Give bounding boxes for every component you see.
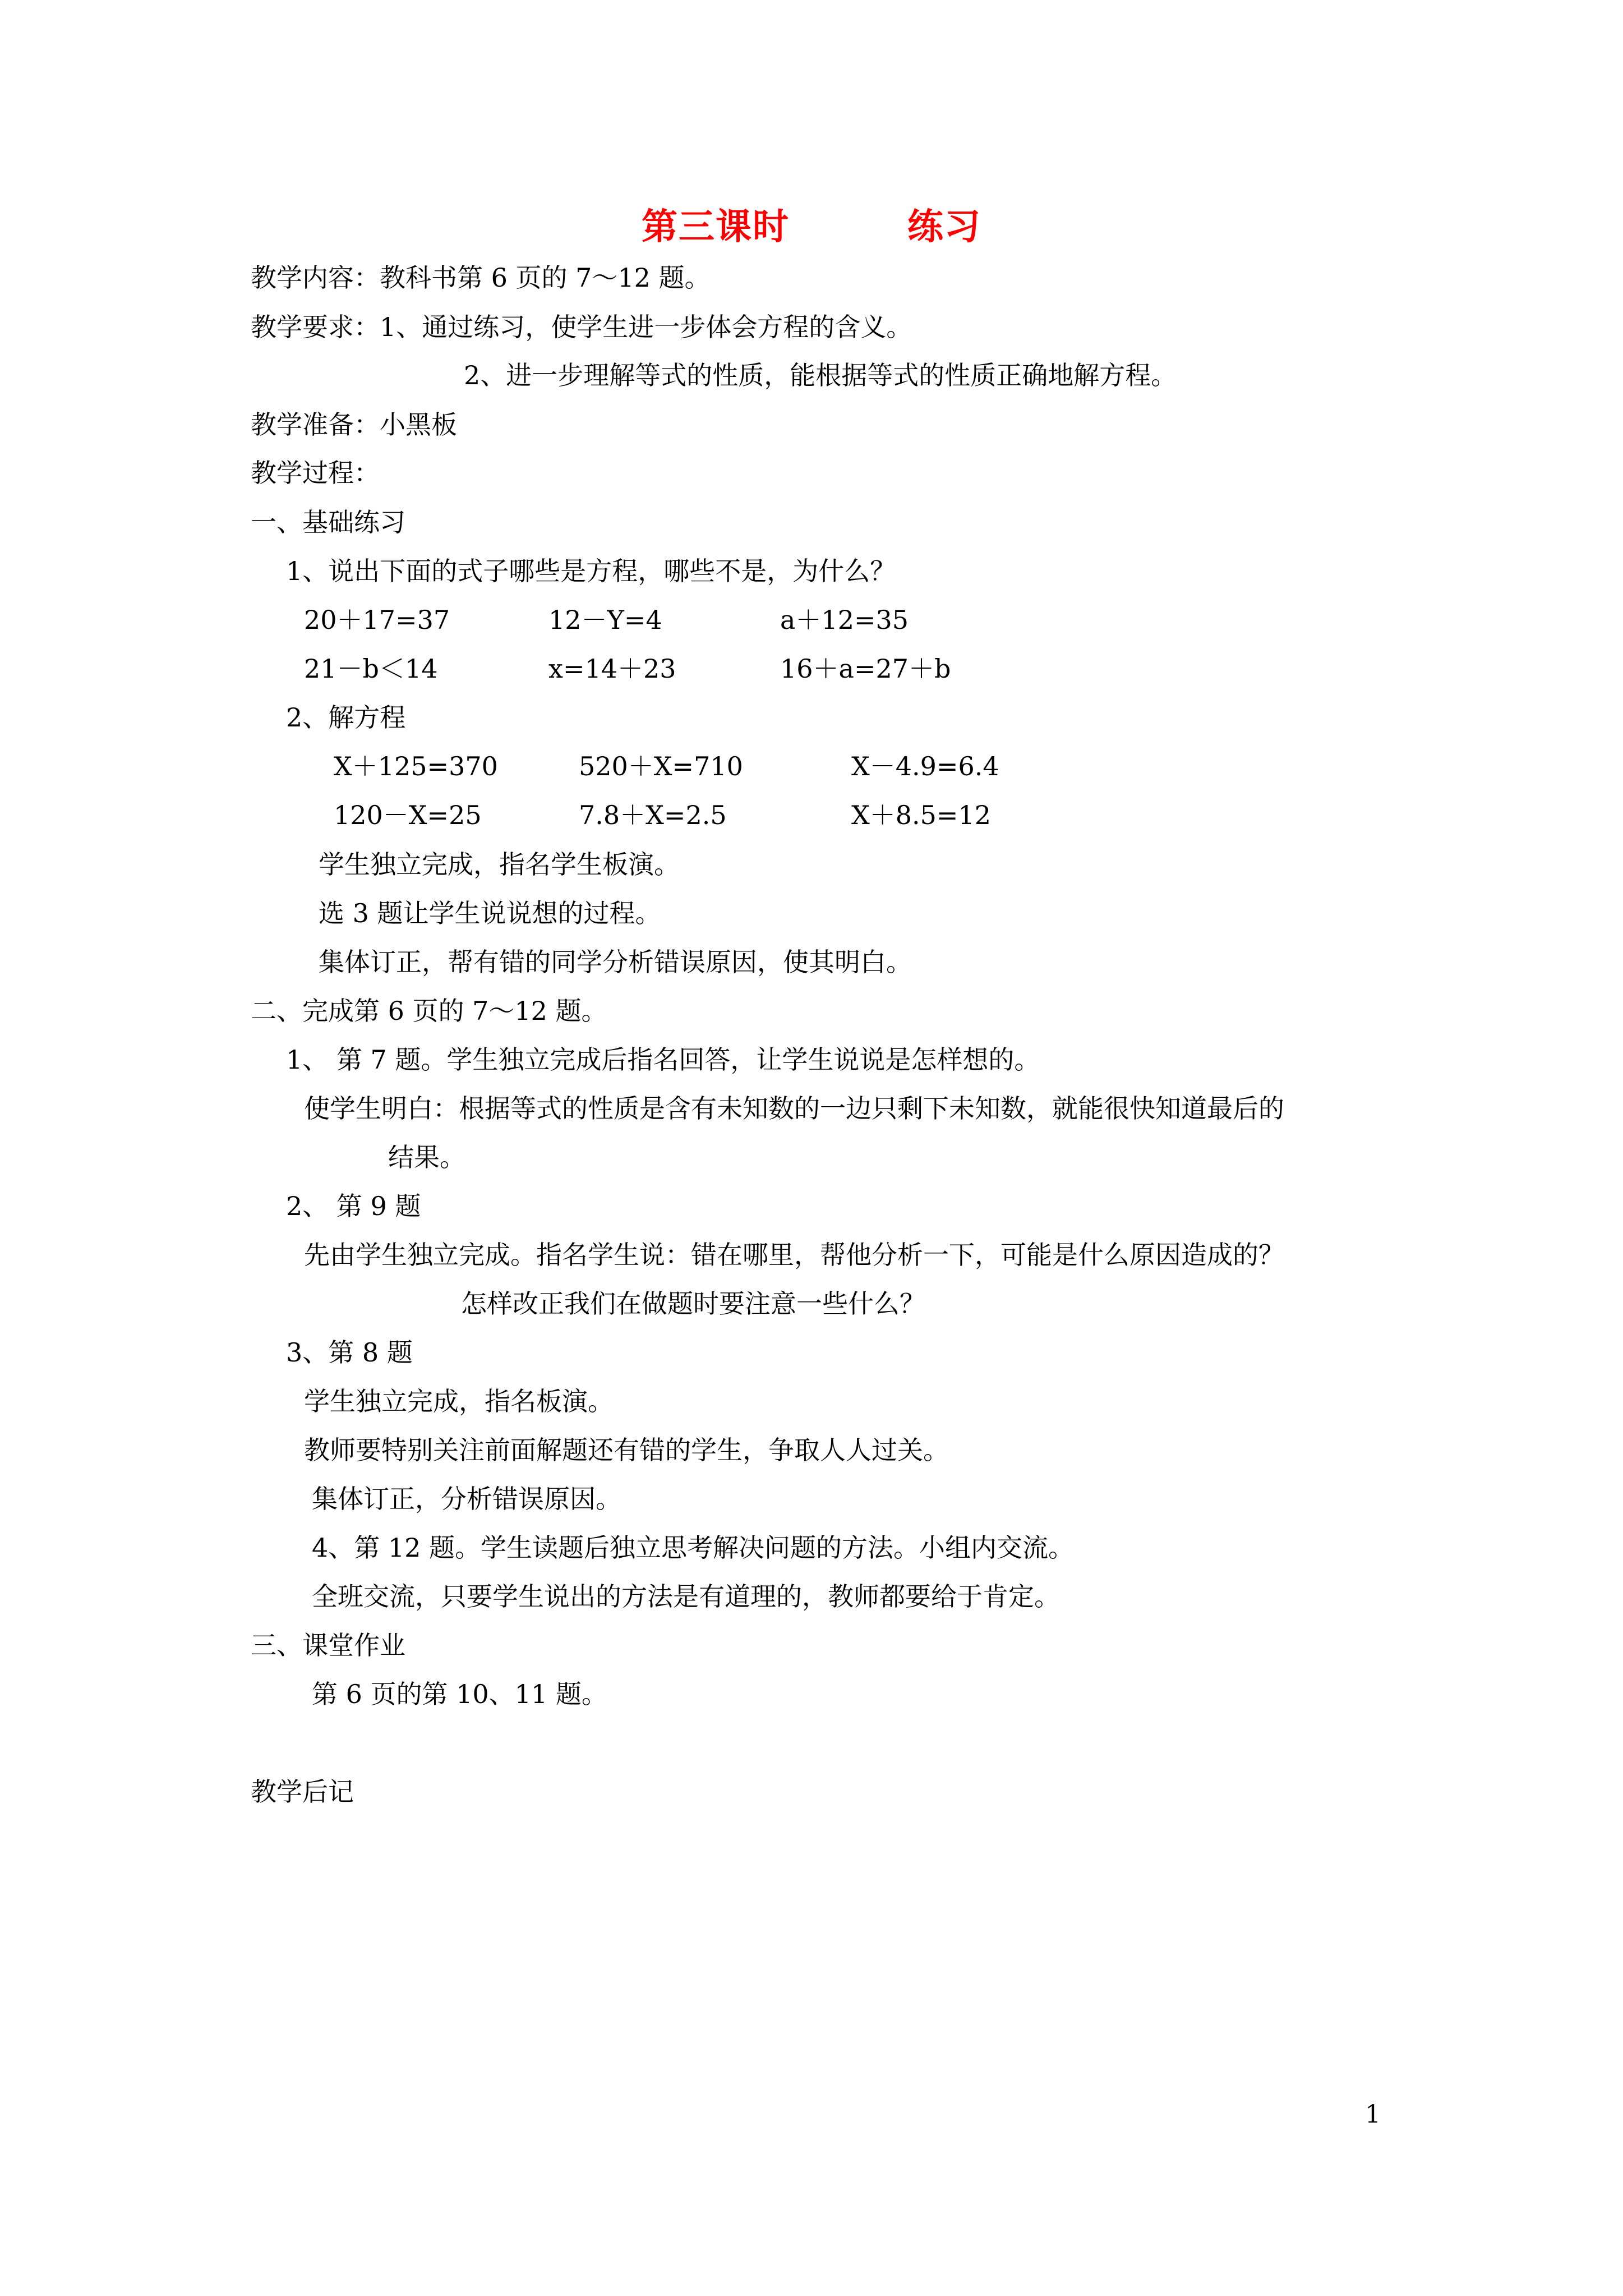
expr-2-2: x=14＋23 (548, 654, 676, 684)
section-2-item-4: 4、第 12 题。学生读题后独立思考解决问题的方法。小组内交流。 (312, 1533, 1075, 1563)
requirement-line-2: 2、进一步理解等式的性质，能根据等式的性质正确地解方程。 (464, 360, 1177, 390)
section-3-heading: 三、课堂作业 (251, 1630, 405, 1660)
section-2-item-3-note-1: 学生独立完成，指名板演。 (304, 1386, 614, 1416)
section-2-item-2: 2、 第 9 题 (286, 1191, 421, 1221)
equation-1-1: X＋125=370 (334, 751, 498, 781)
expr-1-2: 12－Y=4 (548, 605, 662, 635)
section-2-item-2-note-cont: 怎样改正我们在做题时要注意一些什么？ (461, 1289, 925, 1319)
section-2-item-3: 3、第 8 题 (286, 1337, 413, 1368)
process-heading: 教学过程： (251, 458, 380, 488)
equation-1-3: X－4.9=6.4 (851, 751, 999, 781)
expr-1-1: 20＋17=37 (304, 605, 450, 635)
section-2-item-2-note: 先由学生独立完成。指名学生说：错在哪里，帮他分析一下，可能是什么原因造成的？ (304, 1240, 1284, 1270)
section-2-item-1-note-cont: 结果。 (388, 1142, 465, 1172)
page-number: 1 (1365, 2100, 1381, 2129)
section-2-item-3-note-3: 集体订正，分析错误原因。 (312, 1484, 621, 1514)
title-part2: 练习 (907, 206, 981, 248)
section-2-item-1: 1、 第 7 题。学生独立完成后指名回答，让学生说说是怎样想的。 (286, 1045, 1040, 1075)
question-2: 2、解方程 (286, 702, 406, 733)
expr-1-3: a＋12=35 (780, 605, 909, 635)
section-2-item-1-note: 使学生明白：根据等式的性质是含有未知数的一边只剩下未知数，就能很快知道最后的 (304, 1093, 1284, 1124)
note-3: 集体订正，帮有错的同学分析错误原因，使其明白。 (319, 947, 912, 977)
equation-2-2: 7.8＋X=2.5 (579, 800, 727, 830)
note-1: 学生独立完成，指名学生板演。 (319, 849, 680, 880)
question-1: 1、说出下面的式子哪些是方程，哪些不是，为什么？ (286, 556, 896, 586)
page-title (0, 198, 1623, 250)
content-line: 教学内容：教科书第 6 页的 7～12 题。 (251, 263, 711, 293)
title-part1: 第三课时 (642, 206, 790, 248)
equation-1-2: 520＋X=710 (579, 751, 743, 781)
equation-2-3: X＋8.5=12 (851, 800, 991, 830)
section-2-item-3-note-2: 教师要特别关注前面解题还有错的学生，争取人人过关。 (304, 1435, 949, 1465)
homework-line: 第 6 页的第 10、11 题。 (312, 1679, 607, 1709)
expr-2-3: 16＋a=27＋b (780, 654, 951, 684)
section-2-heading: 二、完成第 6 页的 7～12 题。 (251, 996, 607, 1026)
expr-2-1: 21－b＜14 (304, 654, 438, 684)
section-2-item-4-note: 全班交流，只要学生说出的方法是有道理的，教师都要给于肯定。 (312, 1581, 1060, 1612)
preparation-line: 教学准备：小黑板 (251, 409, 457, 440)
requirement-line-1: 教学要求：1、通过练习，使学生进一步体会方程的含义。 (251, 312, 912, 342)
section-1-heading: 一、基础练习 (251, 507, 405, 537)
note-2: 选 3 题让学生说说想的过程。 (319, 898, 661, 928)
reflection-heading: 教学后记 (251, 1777, 354, 1807)
equation-2-1: 120－X=25 (334, 800, 482, 830)
